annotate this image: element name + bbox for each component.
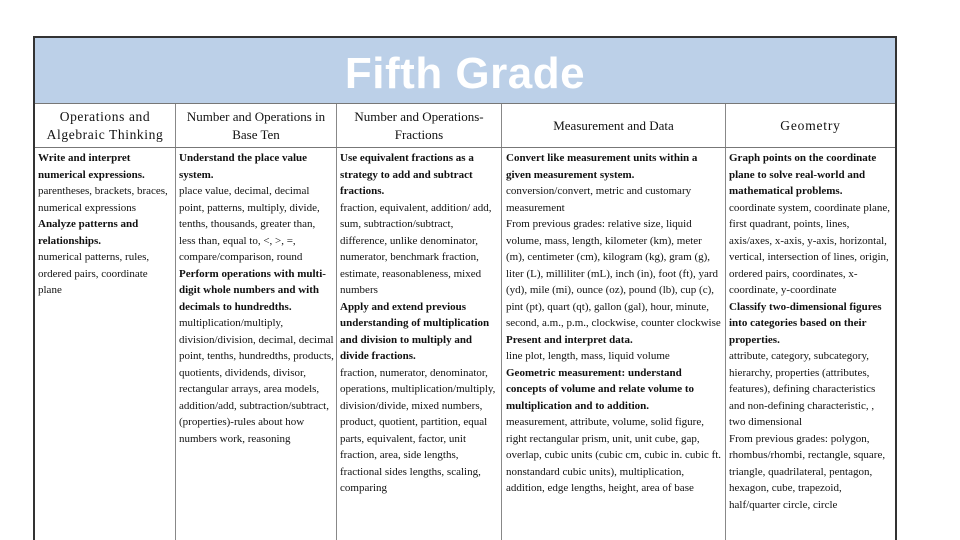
standard-heading: Convert like measurement units within a given measurement system. (506, 152, 698, 181)
standard-heading: Use equivalent fractions as a strategy to add and subtract fractions. (340, 152, 474, 197)
header-number-operations-base-ten: Number and Operations in Base Ten (176, 104, 337, 147)
header-measurement-data: Measurement and Data (502, 104, 726, 147)
standard-heading: Analyze patterns and relationships. (38, 218, 139, 247)
vocabulary-list: numerical patterns, rules, ordered pairs, coordinate plane (38, 251, 150, 296)
vocabulary-list: conversion/convert, metric and customary measurement (506, 185, 692, 214)
standard-heading: Understand the place value system. (179, 152, 308, 181)
header-geometry: Geometry (780, 117, 841, 133)
standard-heading: Apply and extend previous understanding of multiplication and division to multiply and divide fractions. (340, 300, 490, 362)
standards-table (33, 36, 897, 540)
cell-geometry (726, 148, 895, 540)
page-title: Fifth Grade (344, 48, 586, 98)
header-operations-algebraic-thinking: Operations and Algebraic Thinking (35, 104, 176, 147)
vocabulary-list: line plot, length, mass, liquid volume (506, 350, 670, 362)
content-row (35, 148, 895, 540)
cell-operations-algebraic-thinking (35, 148, 176, 540)
vocabulary-list: parentheses, brackets, braces, numerical expressions (38, 185, 168, 214)
previous-grades-vocabulary: From previous grades: relative size, liquid volume, mass, length, kilometer (km), meter (m), centimeter (cm), kilogram (kg), gram (g), liter (L), milliliter (mL), inch (in), foot (ft), yard (yd), mile (mi), ounce (oz), pound (lb), cup (c), pint (pt), quart (qt), gallon (gal), hour, minute, second, a.m., p.m., clockwise, counter clockwise (506, 218, 721, 329)
vocabulary-list: coordinate system, coordinate plane, first quadrant, points, lines, axis/axes, x-axis, y-axis, horizontal, vertical, intersection of lines, origin, ordered pairs, coordinates, x-coordinate, y-coordinate (729, 201, 890, 296)
cell-measurement-data (502, 148, 726, 540)
title-banner (35, 38, 895, 104)
previous-grades-vocabulary: From previous grades: polygon, rhombus/rhombi, rectangle, square, triangle, quadrilateral, pentagon, hexagon, cube, trapezoid, half/quarter circle, circle (729, 432, 886, 511)
standard-heading: Present and interpret data. (506, 333, 633, 346)
standard-heading: Classify two-dimensional figures into categories based on their properties. (729, 300, 882, 346)
cell-number-operations-fractions (337, 148, 502, 540)
standard-heading: Graph points on the coordinate plane to solve real-world and mathematical problems. (729, 152, 877, 197)
vocabulary-list: fraction, equivalent, addition/ add, sum, subtraction/subtract, difference, unlike denominator, numerator, benchmark fraction, estimate, reasonableness, mixed numbers (340, 201, 492, 296)
standard-heading: Write and interpret numerical expressions. (38, 152, 145, 181)
vocabulary-list: multiplication/multiply, division/division, decimal, decimal point, tenths, hundredths, products, quotients, dividends, divisor, rectangular arrays, area models, addition/add, subtraction/subtract, (properties)-rules about how numbers work, reasoning (179, 317, 334, 445)
vocabulary-list: fraction, numerator, denominator, operations, multiplication/multiply, division/divide, mixed numbers, product, quotient, partition, equal parts, equivalent, factor, unit fraction, area, side lengths, fractional sides lengths, scaling, comparing (340, 366, 496, 494)
header-number-operations-fractions: Number and Operations- Fractions (337, 104, 502, 147)
vocabulary-list: attribute, category, subcategory, hierarchy, properties (attributes, features), defining characteristics and non-defining characteristic, , two dimensional (729, 350, 876, 428)
column-headers (35, 104, 895, 148)
vocabulary-list: place value, decimal, decimal point, patterns, multiply, divide, tenths, thousands, greater than, less than, equal to, <, >, =, compare/comparison, round (179, 185, 320, 263)
vocabulary-list: measurement, attribute, volume, solid figure, right rectangular prism, unit, unit cube, gap, overlap, cubic units (cubic cm, cubic in. cubic ft. nonstandard cubic units), multiplication, addition, edge lengths, height, area of base (506, 416, 722, 494)
cell-number-operations-base-ten (176, 148, 337, 540)
standard-heading: Perform operations with multi-digit whole numbers and with decimals to hundredths. (179, 267, 326, 313)
standard-heading: Geometric measurement: understand concepts of volume and relate volume to multiplication and to addition. (506, 366, 694, 412)
